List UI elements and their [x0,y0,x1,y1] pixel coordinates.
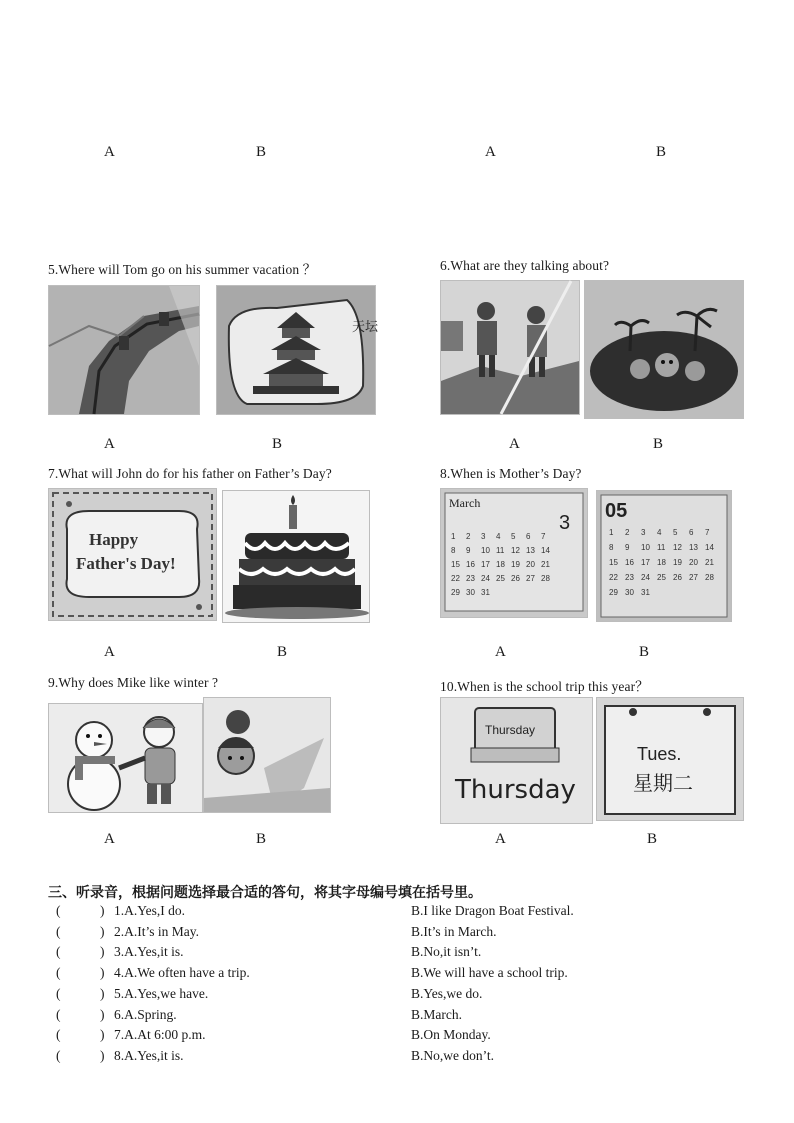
calendar-date: 17 [641,558,650,567]
calendar-date: 25 [496,574,505,583]
calendar-date: 10 [481,546,490,555]
tuesday-calendar-picture[interactable] [596,697,744,821]
calendar-date: 12 [511,546,520,555]
hiking-people-picture[interactable] [440,280,580,415]
section-3-title: 三、听录音，根据问题选择最合适的答句，将其字母编号填在括号里。 [48,885,482,901]
temple-of-heaven-picture[interactable] [216,285,379,415]
option-b-text: B.No,it isn’t. [411,944,482,960]
question-5-text: 5.Where will Tom go on his summer vacation ？ [48,262,317,277]
option-b-text: B.It’s in March. [411,923,497,939]
paren-open: ( [56,985,61,1001]
calendar-date: 14 [541,546,550,555]
calendar-date: 4 [657,528,662,537]
option-label-b: B [272,436,283,452]
option-a-text: 2.A.It’s in May. [114,923,199,939]
paren-close: ) [100,1006,105,1022]
calendar-date: 3 [481,532,486,541]
calendar-date: 1 [451,532,456,541]
calendar-date: 21 [705,558,714,567]
calendar-date: 30 [466,588,475,597]
calendar-date: 13 [689,543,698,552]
calendar-date: 12 [673,543,682,552]
paren-close: ) [100,985,105,1001]
list-item [56,1027,206,1043]
option-label-a: A [104,144,115,160]
option-label-a: A [485,144,496,160]
paren-close: ) [100,903,105,918]
calendar-date: 7 [705,528,710,537]
option-label-a: A [495,644,506,660]
calendar-date: 29 [609,588,618,597]
calendar-date: 11 [657,543,666,552]
list-item [56,944,184,960]
answer-blank[interactable] [56,1048,114,1064]
question-7-text: 7.What will John do for his father on Father’s Day? [48,466,332,481]
calendar-date: 18 [657,558,666,567]
option-label-b: B [639,644,650,660]
option-b-text: B.We will have a school trip. [411,965,568,981]
calendar-date: 16 [466,560,475,569]
paren-open: ( [56,1006,61,1022]
option-b-text: B.No,we don’t. [411,1047,494,1063]
calendar-day-text: Tues. [637,744,682,764]
calendar-month-title: March [449,496,481,510]
calendar-date: 30 [625,588,634,597]
calendar-date: 27 [689,573,698,582]
option-a-text: 5.A.Yes,we have. [114,985,209,1001]
calendar-date: 8 [451,546,456,555]
calendar-date: 31 [481,588,490,597]
paren-close: ) [100,1027,105,1043]
list-item [56,1048,184,1064]
paren-close: ) [100,1047,105,1063]
paren-open: ( [56,944,61,960]
option-label-a: A [104,831,115,847]
calendar-date: 14 [705,543,714,552]
fathers-day-card-picture[interactable] [48,488,217,621]
stamp-text: 天坛 [352,320,379,335]
option-a-text: 1.A.Yes,I do. [114,903,186,918]
svg-text:3: 3 [559,512,571,534]
calendar-date: 4 [496,532,501,541]
paren-close: ) [100,923,105,939]
option-a-text: 8.A.Yes,it is. [114,1047,184,1063]
calendar-date: 28 [705,573,714,582]
list-item [56,924,199,940]
question-10-text: 10.When is the school trip this year？ [440,679,649,694]
calendar-date: 23 [625,573,634,582]
option-label-b: B [653,436,664,452]
card-text-happy: Happy [89,530,139,549]
calendar-date: 22 [609,573,618,582]
great-wall-picture[interactable] [48,285,200,415]
option-label-b: B [656,144,667,160]
snowman-picture[interactable] [48,703,203,813]
option-label-a: A [509,436,520,452]
list-item [56,903,185,919]
option-b-text: B.March. [411,1006,462,1022]
option-label-a: A [104,436,115,452]
calendar-small-day: Thursday [485,723,536,737]
calendar-date: 17 [481,560,490,569]
calendar-date: 13 [526,546,535,555]
option-label-a: A [495,831,506,847]
paren-close: ) [100,965,105,981]
calendar-date: 11 [496,546,505,555]
calendar-date: 28 [541,574,550,583]
option-b-text: B.I like Dragon Boat Festival. [411,903,574,918]
option-label-b: B [647,831,658,847]
option-label-b: B [256,144,267,160]
option-a-text: 7.A.At 6:00 p.m. [114,1027,206,1043]
option-b-text: B.Yes,we do. [411,985,483,1001]
calendar-date: 6 [689,528,694,537]
animals-in-park-picture[interactable] [584,280,744,419]
calendar-day-text: Thursday [455,775,576,805]
calendar-date: 19 [511,560,520,569]
question-8-text: 8.When is Mother’s Day? [440,466,582,481]
answer-blank[interactable] [56,965,114,981]
paren-open: ( [56,1047,61,1063]
calendar-date: 9 [466,546,471,555]
option-a-text: 3.A.Yes,it is. [114,944,184,960]
option-label-a: A [104,644,115,660]
calendar-date: 20 [689,558,698,567]
paren-open: ( [56,965,61,981]
answer-blank[interactable] [56,986,114,1002]
calendar-date: 9 [625,543,630,552]
calendar-date: 5 [511,532,516,541]
calendar-date: 27 [526,574,535,583]
birthday-cake-picture[interactable] [222,490,370,623]
paren-open: ( [56,923,61,939]
list-item [56,986,208,1002]
calendar-date: 19 [673,558,682,567]
option-a-text: 6.A.Spring. [114,1006,177,1022]
answer-blank[interactable] [56,924,114,940]
march-calendar-picture[interactable] [440,488,588,618]
list-item [56,965,250,981]
calendar-date: 31 [641,588,650,597]
calendar-date: 5 [673,528,678,537]
calendar-date: 7 [541,532,546,541]
option-a-text: 4.A.We often have a trip. [114,965,250,981]
calendar-date: 10 [641,543,650,552]
card-text-fathers-day: Father's Day! [76,554,176,573]
calendar-date: 8 [609,543,614,552]
paren-open: ( [56,903,61,918]
calendar-date: 23 [466,574,475,583]
calendar-date: 26 [673,573,682,582]
calendar-date: 2 [466,532,471,541]
answer-blank[interactable] [56,1027,114,1043]
list-item [56,1007,177,1023]
thursday-calendar-picture[interactable] [440,697,593,824]
calendar-date: 29 [451,588,460,597]
calendar-month-title: 05 [605,500,628,522]
summer-girl-picture[interactable] [203,697,331,813]
calendar-date: 3 [641,528,646,537]
calendar-date: 20 [526,560,535,569]
calendar-date: 25 [657,573,666,582]
option-label-b: B [256,831,267,847]
calendar-date: 24 [481,574,490,583]
may-calendar-picture[interactable] [596,490,732,622]
answer-blank[interactable] [56,1007,114,1023]
paren-open: ( [56,1027,61,1043]
calendar-date: 6 [526,532,531,541]
question-9-text: 9.Why does Mike like winter ? [48,675,219,690]
answer-blank[interactable] [56,944,114,960]
calendar-date: 24 [641,573,650,582]
question-6-text: 6.What are they talking about? [440,258,610,273]
calendar-date: 21 [541,560,550,569]
option-b-text: B.On Monday. [411,1027,491,1043]
calendar-date: 15 [451,560,460,569]
calendar-date: 15 [609,558,618,567]
calendar-date: 22 [451,574,460,583]
option-label-b: B [277,644,288,660]
answer-blank[interactable] [56,903,114,919]
calendar-date: 18 [496,560,505,569]
calendar-date: 1 [609,528,614,537]
paren-close: ) [100,944,105,960]
calendar-day-chinese: 星期二 [633,771,693,795]
calendar-date: 2 [625,528,630,537]
calendar-date: 26 [511,574,520,583]
calendar-date: 16 [625,558,634,567]
